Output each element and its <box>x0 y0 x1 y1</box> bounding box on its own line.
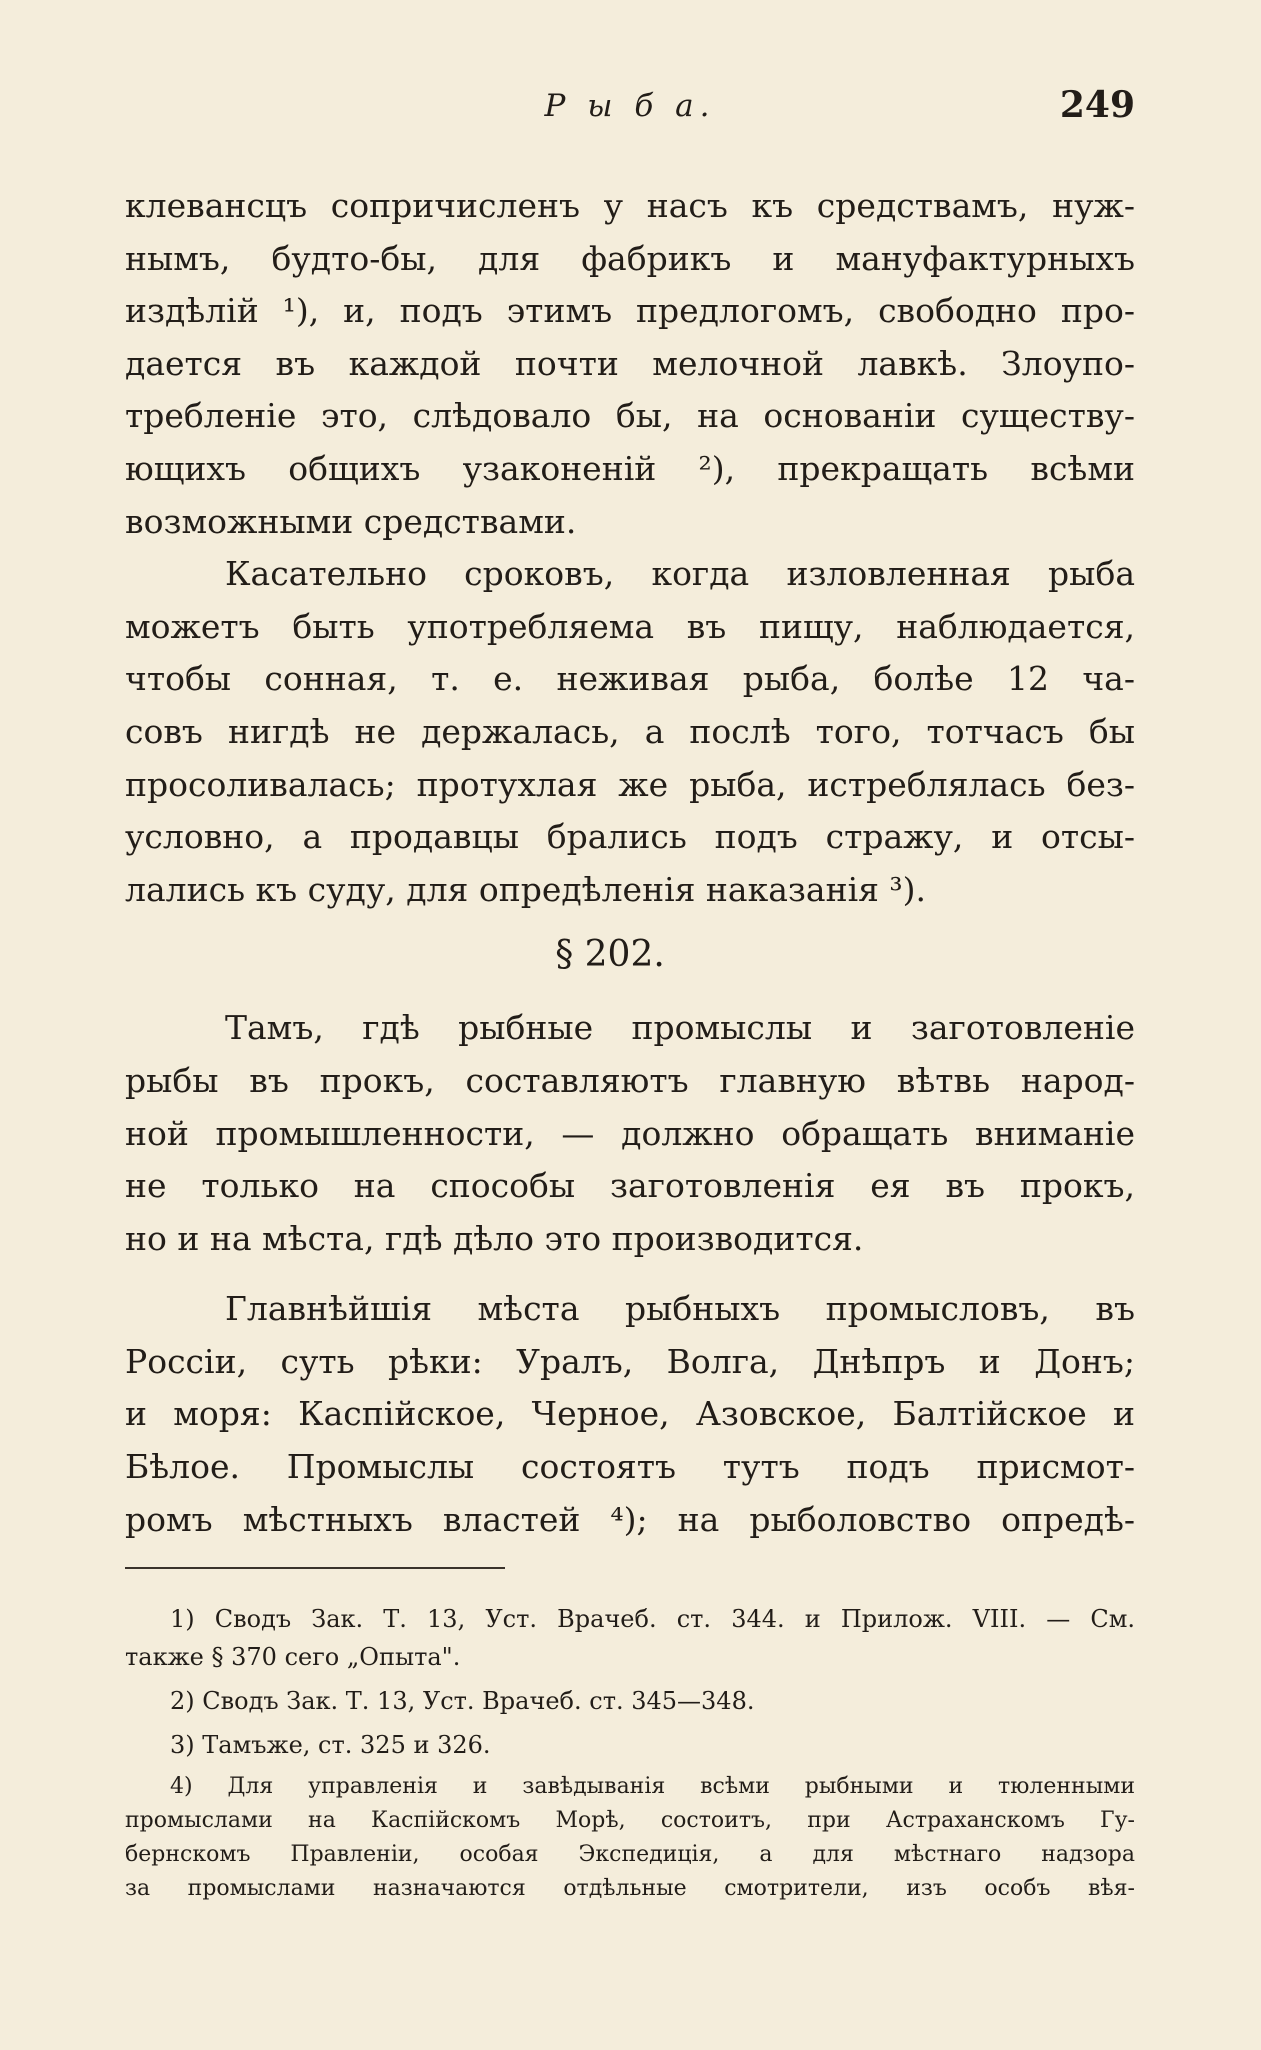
running-head <box>125 84 1135 138</box>
footnotes <box>125 1600 1135 1906</box>
footnote-3: 3) Тамъже, ст. 325 и 326. <box>170 1731 491 1759</box>
text-line: требленіе это, слѣдовало бы, на основаніи существу- <box>125 396 1135 436</box>
footnote-1-line: также § 370 сего „Опыта". <box>125 1643 461 1671</box>
text-line: дается въ каждой почти мелочной лавкѣ. Злоупо- <box>125 343 1135 383</box>
text-line: ющихъ общихъ узаконеній ²), прекращать всѣми <box>125 448 1135 488</box>
text-line: и моря: Каспійское, Черное, Азовское, Балтійское и <box>125 1394 1135 1434</box>
running-title: Р ы б а. <box>544 88 716 124</box>
footnote-rule <box>125 1567 505 1569</box>
page-number: 249 <box>1059 84 1135 126</box>
text-line: чтобы сонная, т. е. неживая рыба, болѣе 12 ча- <box>125 659 1135 699</box>
text-line: возможными средствами. <box>125 501 577 541</box>
text-line: издѣлій ¹), и, подъ этимъ предлогомъ, свободно про- <box>125 291 1135 331</box>
paragraph-gap <box>125 1265 1135 1283</box>
text-line: совъ нигдѣ не держалась, а послѣ того, тотчасъ бы <box>125 711 1135 751</box>
text-line: ной промышленности, — должно обращать вниманіе <box>125 1113 1135 1153</box>
section-heading: § 202. <box>555 934 665 976</box>
main-text <box>125 180 1135 1546</box>
footnote-4-line: 4) Для управленія и завѣдыванія всѣми рыбными и тюленными <box>170 1774 1135 1799</box>
text-line: можетъ быть употребляема въ пищу, наблюдается, <box>125 606 1135 646</box>
footnote-4-line: бернскомъ Правленіи, особая Экспедиція, а для мѣстнаго надзора <box>125 1842 1135 1867</box>
text-line: Бѣлое. Промыслы состоятъ тутъ подъ присмот- <box>125 1447 1135 1487</box>
text-line: Россіи, суть рѣки: Уралъ, Волга, Днѣпръ и Донъ; <box>125 1341 1135 1381</box>
text-line: ромъ мѣстныхъ властей ⁴); на рыболовство опредѣ- <box>125 1499 1135 1539</box>
text-line: но и на мѣста, гдѣ дѣло это производится. <box>125 1218 864 1258</box>
footnote-4-line: промыслами на Каспійскомъ Морѣ, состоитъ, при Астраханскомъ Гу- <box>125 1808 1135 1833</box>
footnote-4-line: за промыслами назначаются отдѣльные смотрители, изъ особъ вѣя- <box>125 1876 1135 1901</box>
paragraph-first-line: Касательно сроковъ, когда изловленная рыба <box>225 554 1135 594</box>
text-line: условно, а продавцы брались подъ стражу, и отсы- <box>125 817 1135 857</box>
text-line: просоливалась; протухлая же рыба, истреблялась без- <box>125 764 1135 804</box>
text-line: нымъ, будто-бы, для фабрикъ и мануфактурныхъ <box>125 238 1135 278</box>
text-line: клевансцъ сопричисленъ у насъ къ средствамъ, нуж- <box>125 186 1135 225</box>
text-line: не только на способы заготовленія ея въ прокъ, <box>125 1166 1135 1206</box>
footnote-2: 2) Сводъ Зак. Т. 13, Уст. Врачеб. ст. 345—348. <box>170 1687 755 1715</box>
paragraph-first-line: Главнѣйшія мѣста рыбныхъ промысловъ, въ <box>225 1289 1135 1329</box>
footnote-1-line: 1) Сводъ Зак. Т. 13, Уст. Врачеб. ст. 344. и Прилож. VIII. — См. <box>170 1605 1135 1633</box>
text-line: лались къ суду, для опредѣленія наказанія ³). <box>125 869 927 909</box>
paragraph-first-line: Тамъ, гдѣ рыбные промыслы и заготовленіе <box>225 1008 1135 1048</box>
text-line: рыбы въ прокъ, составляютъ главную вѣтвь народ- <box>125 1060 1135 1100</box>
